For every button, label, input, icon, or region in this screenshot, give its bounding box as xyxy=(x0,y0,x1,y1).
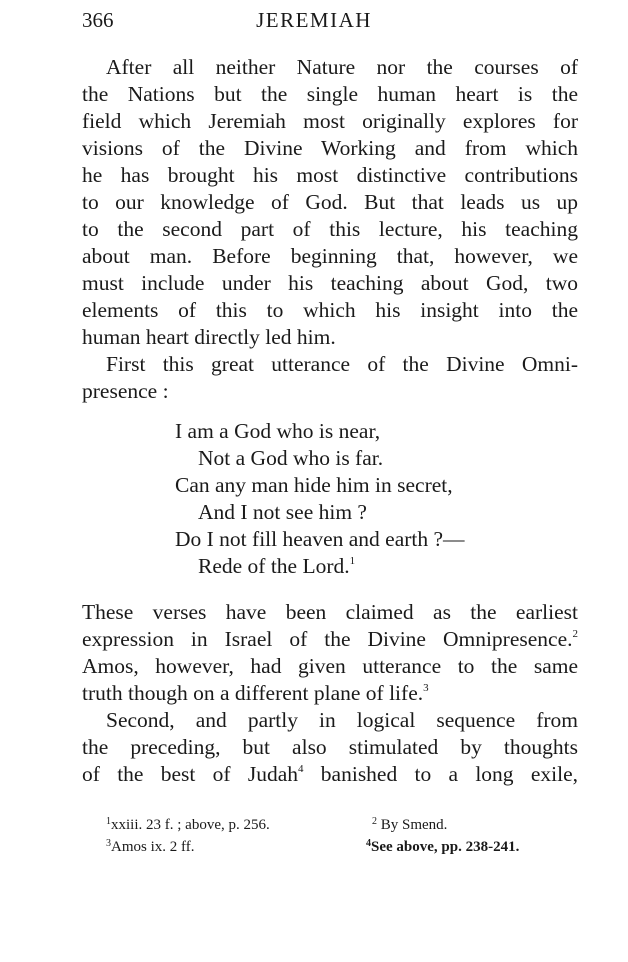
footnote-ref: 2 xyxy=(572,628,578,640)
text-line xyxy=(82,680,578,707)
text-line: These verses have been claimed as the earliest xyxy=(82,600,578,624)
text-line: the preceding, but also stimulated by thoughts xyxy=(82,735,578,759)
text-line: Amos, however, had given utterance to the same xyxy=(82,654,578,678)
text-line: First this great utterance of the Divine Omni- xyxy=(106,352,578,376)
verse-line: Not a God who is far. xyxy=(198,446,384,470)
text-line xyxy=(82,626,578,653)
footnote-text: xxiii. 23 f. ; above, p. 256. xyxy=(111,817,270,833)
footnote-text: See above, pp. 238-241. xyxy=(371,839,520,855)
footnote-text: Amos ix. 2 ff. xyxy=(111,839,195,855)
footnote-ref: 3 xyxy=(423,682,429,694)
text-line: presence : xyxy=(82,379,169,403)
footnote-ref: 1 xyxy=(349,555,356,567)
text-line: Second, and partly in logical sequence from xyxy=(106,708,578,732)
footnote xyxy=(106,837,194,857)
footnote xyxy=(106,815,270,835)
footnote xyxy=(372,815,447,835)
text-line: the Nations but the single human heart is the xyxy=(82,82,578,106)
text-line: to the second part of this lecture, his teaching xyxy=(82,217,578,241)
footnote-mark: 2 xyxy=(372,816,377,827)
text-line: must include under his teaching about God, two xyxy=(82,271,578,295)
verse-line xyxy=(198,553,355,580)
text-line: about man. Before beginning that, however, we xyxy=(82,244,578,268)
footnote-mark: 4 xyxy=(366,838,371,849)
text-span: of the best of Judah xyxy=(82,762,299,786)
footnote-text: By Smend. xyxy=(380,817,448,833)
page-number: 366 xyxy=(82,8,114,32)
verse-line: And I not see him ? xyxy=(198,500,367,524)
text-line: to our knowledge of God. But that leads us up xyxy=(82,190,578,214)
text-line: he has brought his most distinctive contributions xyxy=(82,163,578,187)
text-line: After all neither Nature nor the courses of xyxy=(106,55,578,79)
footnote-mark: 1 xyxy=(106,816,111,827)
verse-line: Can any man hide him in secret, xyxy=(175,473,453,497)
footnote xyxy=(366,837,519,857)
verse-line: Do I not fill heaven and earth ?— xyxy=(175,527,465,551)
running-head: JEREMIAH xyxy=(256,8,372,32)
verse-line: I am a God who is near, xyxy=(175,419,381,443)
text-line xyxy=(82,761,578,788)
text-line: visions of the Divine Working and from which xyxy=(82,136,578,160)
text-line: elements of this to which his insight into the xyxy=(82,298,578,322)
verse-line-text: Rede of the Lord. xyxy=(198,554,350,578)
text-span: expression in Israel of the Divine Omnipresence. xyxy=(82,627,573,651)
text-line: human heart directly led him. xyxy=(82,325,336,349)
text-line: field which Jeremiah most originally explores for xyxy=(82,109,578,133)
text-span: banished to a long exile, xyxy=(303,762,578,786)
text-span: truth though on a different plane of life. xyxy=(82,681,424,705)
footnote-mark: 3 xyxy=(106,838,111,849)
footnote-ref: 4 xyxy=(298,763,304,775)
